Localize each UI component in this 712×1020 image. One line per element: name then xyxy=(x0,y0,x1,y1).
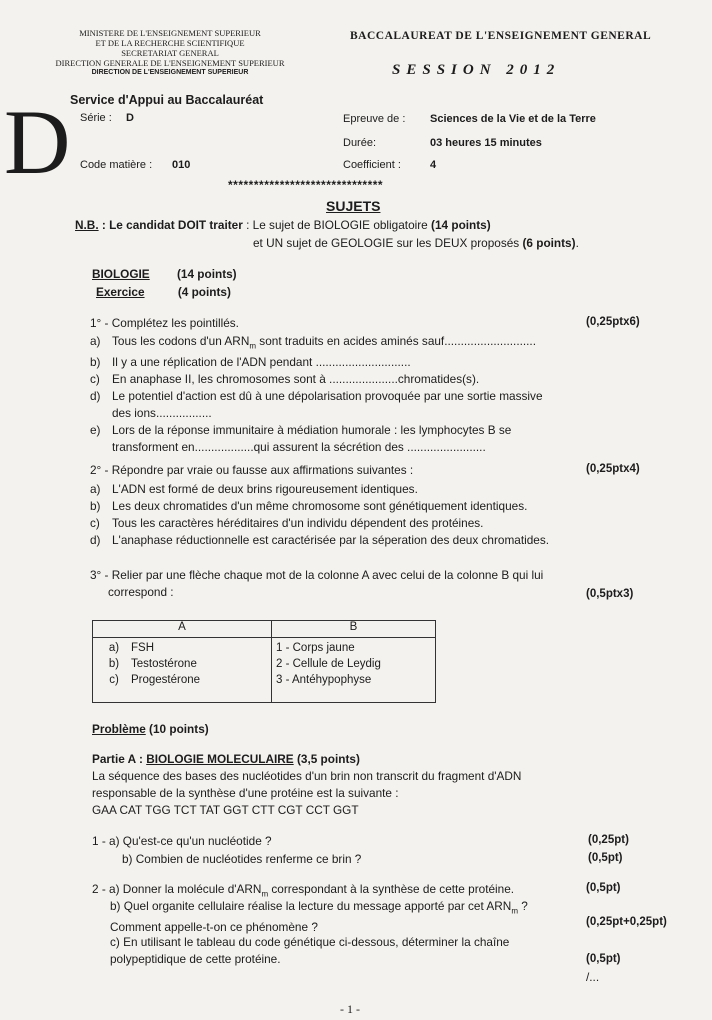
nb-line-2 xyxy=(253,235,579,252)
qa2-b: b) Quel organite cellulaire réalise la lecture du message apporté par cet $ARN_m$ ? Comment appelle-t-on ce phénomène ? xyxy=(110,899,528,935)
probleme-heading xyxy=(92,721,209,738)
service-name: Service d'Appui au Baccalauréat xyxy=(70,93,264,107)
coef-value: 4 xyxy=(430,159,437,171)
q1-points: (0,25ptx6) xyxy=(586,316,640,328)
q2-item-b: b) Les deux chromatides d'un même chromosome sont génétiquement identiques. xyxy=(90,499,528,513)
q2-points: (0,25ptx4) xyxy=(586,463,640,475)
col-b-header: B xyxy=(272,621,436,638)
qa2-c-points: (0,5pt) xyxy=(586,953,621,965)
q2-item-a: a) L'ADN est formé de deux brins rigoureusement identiques. xyxy=(90,482,418,496)
duree-label: Durée: xyxy=(343,137,377,149)
q1-item-a: a) Tous les codons d'un $ARN_m$ sont traduits en acides aminés sauf............................ xyxy=(90,334,536,351)
nb-pts2: (6 points) xyxy=(522,236,576,250)
sujets-title: SUJETS xyxy=(326,198,381,214)
ministry-header xyxy=(20,28,320,78)
duree-value: 03 heures 15 minutes xyxy=(430,137,542,149)
nb-text1: : Le candidat DOIT traiter xyxy=(98,218,243,232)
ministry-line: ET DE LA RECHERCHE SCIENTIFIQUE xyxy=(95,38,245,48)
q2-item-d: d) L'anaphase réductionnelle est caractérisée par la séperation des deux chromatides. xyxy=(90,533,550,547)
dna-sequence: GAA CAT TGG TCT TAT GGT CTT CGT CCT GGT xyxy=(92,803,359,817)
qa1-b: b) Combien de nucléotides renferme ce brin ? xyxy=(122,852,362,866)
col-a-item: b) Testostérone xyxy=(108,658,197,670)
partie-a-title: BIOLOGIE MOLECULAIRE xyxy=(146,752,294,766)
partie-a-line: responsable de la synthèse d'une protéine est la suivante : xyxy=(92,786,399,800)
nb-line2-text: et UN sujet de GEOLOGIE sur les DEUX proposés xyxy=(253,236,523,250)
probleme-title: Problème xyxy=(92,722,146,736)
col-a-header: A xyxy=(93,621,272,638)
q1-item-d-cont: des ions................. xyxy=(112,406,212,421)
biologie-heading xyxy=(92,266,237,283)
coef-label: Coefficient : xyxy=(343,159,401,171)
qa2-a: 2 - a) Donner la molécule $d'ARN_m$ correspondant à la synthèse de cette protéine. xyxy=(92,882,515,899)
serie-label: Série : xyxy=(80,112,112,124)
direction-line: DIRECTION DE L'ENSEIGNEMENT SUPERIEUR xyxy=(91,69,249,76)
page-number: - 1 - xyxy=(340,1002,360,1016)
partie-a-points: (3,5 points) xyxy=(293,752,360,766)
col-a-item: a) FSH xyxy=(108,642,154,654)
q1-item-e: e) Lors de la réponse immunitaire à médiation humorale : les lymphocytes B se xyxy=(90,423,512,438)
q3-points: (0,5ptx3) xyxy=(586,588,634,600)
qa1-a-points: (0,25pt) xyxy=(588,834,629,846)
partie-a-line: La séquence des bases des nucléotides d'un brin non transcrit du fragment d'ADN xyxy=(92,769,522,783)
q1-intro: 1° - Complétez les pointillés. xyxy=(90,316,239,330)
nb-line xyxy=(75,217,491,234)
nb-label: N.B. xyxy=(75,218,99,232)
col-b-item: 3 - Antéhypophyse xyxy=(276,674,372,686)
nb-pts1: (14 points) xyxy=(431,218,491,232)
epreuve-label: Epreuve de : xyxy=(343,113,406,125)
col-a-item: c) Progestérone xyxy=(109,674,201,686)
exercice-title: Exercice xyxy=(96,285,145,299)
code-value: 010 xyxy=(172,159,191,171)
col-b-item: 2 - Cellule de Leydig xyxy=(276,658,381,670)
session-title: SESSION 2012 xyxy=(392,62,561,78)
continued-mark: /... xyxy=(586,970,600,984)
stars-separator: ****************************** xyxy=(228,178,384,192)
qa2-b-line2: Comment appelle-t-on ce phénomène ? xyxy=(110,920,318,935)
probleme-points: (10 points) xyxy=(145,722,209,736)
q1-item-d: d) Le potentiel d'action est dû à une dépolarisation provoquée par une sortie massive xyxy=(90,389,543,404)
partie-a-label: Partie A : xyxy=(92,752,147,766)
ministry-line: MINISTERE DE L'ENSEIGNEMENT SUPERIEUR xyxy=(79,28,261,38)
ministry-line: DIRECTION GENERALE DE L'ENSEIGNEMENT SUPERIEUR xyxy=(55,58,285,68)
col-b-cell xyxy=(272,638,436,703)
matching-table xyxy=(92,620,436,703)
nb-text2: : Le sujet de BIOLOGIE obligatoire xyxy=(242,218,432,232)
qa2-b-points: (0,25pt+0,25pt) xyxy=(586,916,667,928)
code-label: Code matière : xyxy=(80,159,153,171)
q2-items xyxy=(90,481,549,549)
qa1-b-points: (0,5pt) xyxy=(588,852,623,864)
q1-item-b: b) Il y a une réplication de l'ADN pendant ............................. xyxy=(90,355,411,370)
q1-items xyxy=(90,333,543,456)
biologie-points: (14 points) xyxy=(176,267,237,281)
partie-a-heading xyxy=(92,751,360,768)
epreuve-value: Sciences de la Vie et de la Terre xyxy=(430,113,596,125)
biologie-title: BIOLOGIE xyxy=(92,267,150,281)
q1-item-e-cont: transforment en..................qui assurent la sécrétion des ........................ xyxy=(112,440,486,455)
q2-intro: 2° - Répondre par vraie ou fausse aux affirmations suivantes : xyxy=(90,463,414,477)
bac-title: BACCALAUREAT DE L'ENSEIGNEMENT GENERAL xyxy=(350,30,652,42)
exercice-heading xyxy=(96,284,231,301)
qa2-a-points: (0,5pt) xyxy=(586,882,621,894)
exercice-points: (4 points) xyxy=(177,285,231,299)
ministry-line: SECRETARIAT GENERAL xyxy=(121,48,219,58)
nb-dot: . xyxy=(575,236,579,250)
partie-a-text xyxy=(92,768,521,819)
qa2-c: c) En utilisant le tableau du code génétique ci-dessous, déterminer la chaîne polypeptidique de cette protéine. xyxy=(110,935,510,966)
serie-value: D xyxy=(126,112,134,124)
col-b-item: 1 - Corps jaune xyxy=(276,642,355,654)
serie-big-letter: D xyxy=(4,91,71,193)
q1-item-c: c) En anaphase II, les chromosomes sont à .....................chromatides(s). xyxy=(90,372,480,387)
q2-item-c: c) Tous les caractères héréditaires d'un individu dépendent des protéines. xyxy=(90,516,484,530)
qa1-a: 1 - a) Qu'est-ce qu'un nucléotide ? xyxy=(92,834,272,848)
q3-intro-2: correspond : xyxy=(108,585,174,599)
q3-intro: 3° - Relier par une flèche chaque mot de la colonne A avec celui de la colonne B qui lui xyxy=(90,568,544,582)
col-a-cell xyxy=(93,638,272,703)
